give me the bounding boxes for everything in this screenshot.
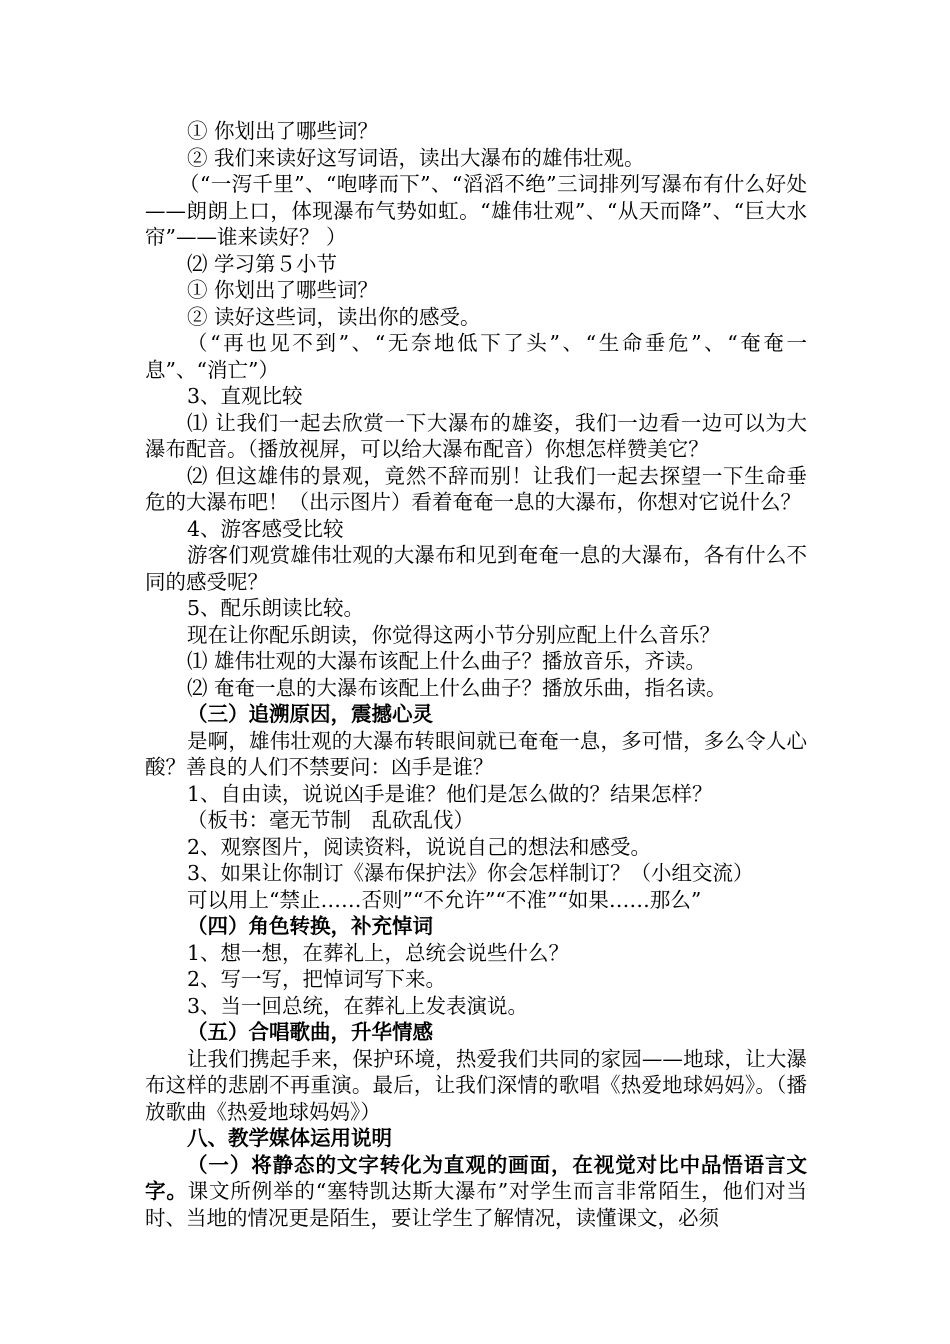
text-line: 3、如果让你制订《瀑布保护法》你会怎样制订？（小组交流） <box>187 861 754 885</box>
text-line: 1、想一想，在葬礼上，总统会说些什么？ <box>187 940 570 965</box>
text-line: 3、当一回总统，在葬礼上发表演说。 <box>187 993 529 1018</box>
text-paragraph: 可以用上“禁止……否则”“不允许”“不准”“如果……那么” <box>187 887 702 912</box>
text-paragraph: 是啊，雄伟壮观的大瀑布转眼间就已奄奄一息，多可惜，多么令人心酸？善良的人们不禁要问：凶手是谁？ <box>145 728 807 779</box>
chapter-heading: 八、教学媒体运用说明 <box>187 1126 392 1150</box>
text-paragraph <box>145 1152 807 1232</box>
text-line: 1、自由读，说说凶手是谁？他们是怎么做的？结果怎样？ <box>187 781 713 806</box>
section-heading: （四）角色转换，补充悼词 <box>187 914 433 938</box>
section-subheading: 4、游客感受比较 <box>187 516 344 541</box>
text-paragraph: （“再也见不到”、“无奈地低下了头”、“生命垂危”、“奄奄一息”、“消亡”） <box>145 331 807 382</box>
text-line: 2、观察图片，阅读资料，说说自己的想法和感受。 <box>187 834 652 859</box>
paragraph-body: 课文所例举的“塞特凯达斯大瀑布”对学生而言非常陌生，他们对当时、当地的情况更是陌生，要让学生了解情况，读懂课文，必须 <box>145 1179 807 1230</box>
text-paragraph: 让我们携起手来，保护环境，热爱我们共同的家园——地球，让大瀑布这样的悲剧不再重演。最后，让我们深情的歌唱《热爱地球妈妈》。（播放歌曲《热爱地球妈妈》） <box>145 1046 807 1124</box>
text-line: ① 你划出了哪些词？ <box>187 278 379 302</box>
section-subheading: 5、配乐朗读比较。 <box>187 596 365 620</box>
section-subheading: 3、直观比较 <box>187 384 303 408</box>
text-line: （板书：毫无节制 乱砍乱伐） <box>187 808 474 832</box>
text-line: ② 读好这些词，读出你的感受。 <box>187 304 481 329</box>
text-paragraph: ⑵ 但这雄伟的景观，竟然不辞而别！让我们一起去探望一下生命垂危的大瀑布吧！（出示图片）看着奄奄一息的大瀑布，你想对它说什么？ <box>145 463 807 514</box>
text-paragraph: 游客们观赏雄伟壮观的大瀑布和见到奄奄一息的大瀑布，各有什么不同的感受呢？ <box>145 543 807 594</box>
paragraph-lead: （一）将静态的文字转化为直观的画面，在视觉对比中品悟语言文字。 <box>145 1152 807 1203</box>
text-line: ① 你划出了哪些词？ <box>187 119 379 143</box>
document-page <box>145 118 807 1231</box>
text-line: 现在让你配乐朗读，你觉得这两小节分别应配上什么音乐？ <box>187 622 720 647</box>
text-line: 2、写一写，把悼词写下来。 <box>187 967 447 991</box>
text-paragraph: （“一泻千里”、“咆哮而下”、“滔滔不绝”三词排列写瀑布有什么好处——朗朗上口，体现瀑布气势如虹。“雄伟壮观”、“从天而降”、“巨大水帘”——谁来读好？ ） <box>145 172 807 249</box>
text-line: ⑵ 学习第５小节 <box>187 251 338 276</box>
text-line: ⑵ 奄奄一息的大瀑布该配上什么曲子？播放乐曲，指名读。 <box>187 675 727 700</box>
section-heading: （五）合唱歌曲，升华情感 <box>187 1020 433 1044</box>
text-line: ② 我们来读好这写词语，读出大瀑布的雄伟壮观。 <box>187 145 645 170</box>
section-heading: （三）追溯原因，震撼心灵 <box>187 702 433 726</box>
text-paragraph: ⑴ 让我们一起去欣赏一下大瀑布的雄姿，我们一边看一边可以为大瀑布配音。（播放视屏，可以给大瀑布配音）你想怎样赞美它？ <box>145 410 807 461</box>
text-line: ⑴ 雄伟壮观的大瀑布该配上什么曲子？播放音乐，齐读。 <box>187 649 707 673</box>
